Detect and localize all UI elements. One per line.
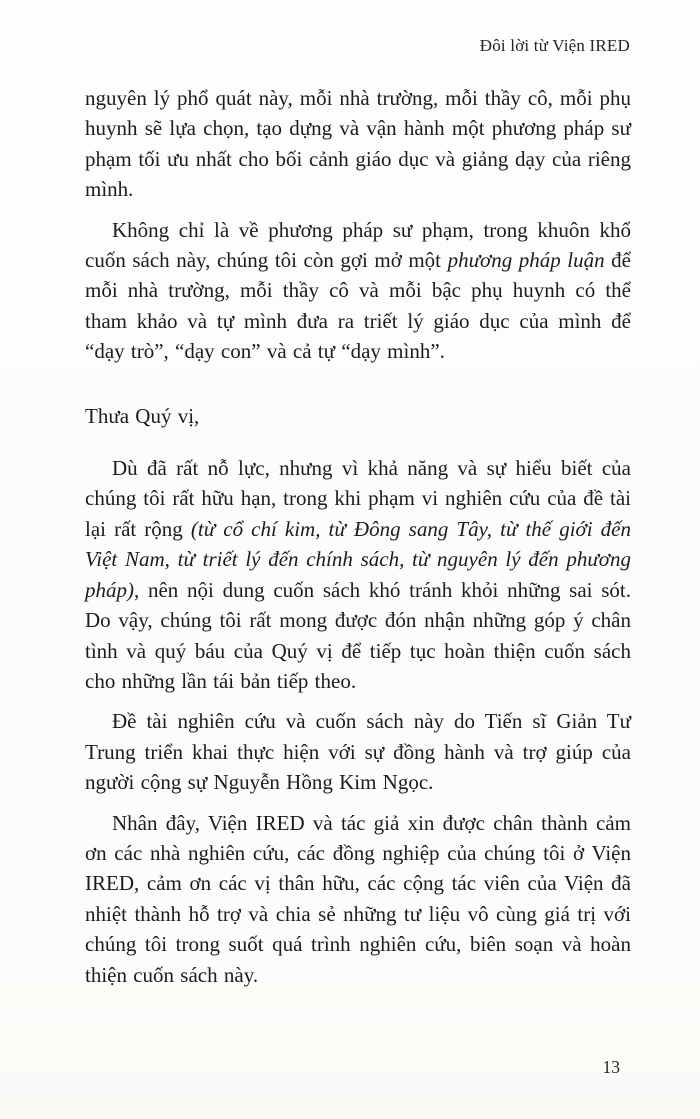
text-run: Dù đã rất nỗ lực, nhưng vì khả năng và sự hiểu biết của chúng tôi rất hữu hạn, trong khi phạm vi nghiên cứu của đề tài lại rất rộng xyxy=(85,456,631,541)
text-run: Nhân đây, Viện IRED và tác giả xin được chân thành cảm ơn các nhà nghiên cứu, các đồng nghiệp của chúng tôi ở Viện IRED, cảm ơn các vị thân hữu, các cộng tác viên của Viện đã nhiệt thành hỗ trợ và chia sẻ những tư liệu vô cùng giá trị với chúng tôi trong suốt quá trình nghiên cứu, biên soạn và hoàn thiện cuốn sách này. xyxy=(85,810,631,987)
paragraph xyxy=(85,215,631,367)
italic-run: (từ cổ chí kim, từ Đông sang Tây, từ thế giới đến Việt Nam, từ triết lý đến chính sách, từ nguyên lý đến phương pháp) xyxy=(85,516,631,602)
text-run: Thưa Quý vị, xyxy=(85,403,200,428)
salutation xyxy=(85,401,631,431)
text-run: để mỗi nhà trường, mỗi thầy cô và mỗi bậc phụ huynh có thể tham khảo và tự mình đưa ra triết lý giáo dục của mình để “dạy trò”, “dạy con” và cả tự “dạy mình”. xyxy=(85,248,632,364)
page-number: 13 xyxy=(602,1057,620,1077)
running-header: Đôi lời từ Viện IRED xyxy=(479,36,630,55)
text-run: Không chỉ là về phương pháp sư phạm, trong khuôn khổ cuốn sách này, chúng tôi còn gợi mở một xyxy=(85,217,631,273)
paragraph xyxy=(85,83,631,205)
paragraph xyxy=(85,808,631,990)
paragraph xyxy=(85,453,631,696)
text-run: , nên nội dung cuốn sách khó tránh khỏi những sai sót. Do vậy, chúng tôi rất mong được đón nhận những góp ý chân tình và quý báu của Quý vị để tiếp tục hoàn thiện cuốn sách cho những lần tái bản tiếp theo. xyxy=(85,577,631,693)
paragraph xyxy=(85,706,631,797)
italic-run: phương pháp luận xyxy=(447,248,605,273)
page-body xyxy=(85,83,631,1000)
text-run: nguyên lý phổ quát này, mỗi nhà trường, mỗi thầy cô, mỗi phụ huynh sẽ lựa chọn, tạo dựng và vận hành một phương pháp sư phạm tối ưu nhất cho bối cảnh giáo dục và giảng dạy của riêng mình. xyxy=(85,86,631,202)
text-run: Đề tài nghiên cứu và cuốn sách này do Tiến sĩ Giản Tư Trung triển khai thực hiện với sự đồng hành và trợ giúp của người cộng sự Nguyễn Hồng Kim Ngọc. xyxy=(85,709,631,795)
